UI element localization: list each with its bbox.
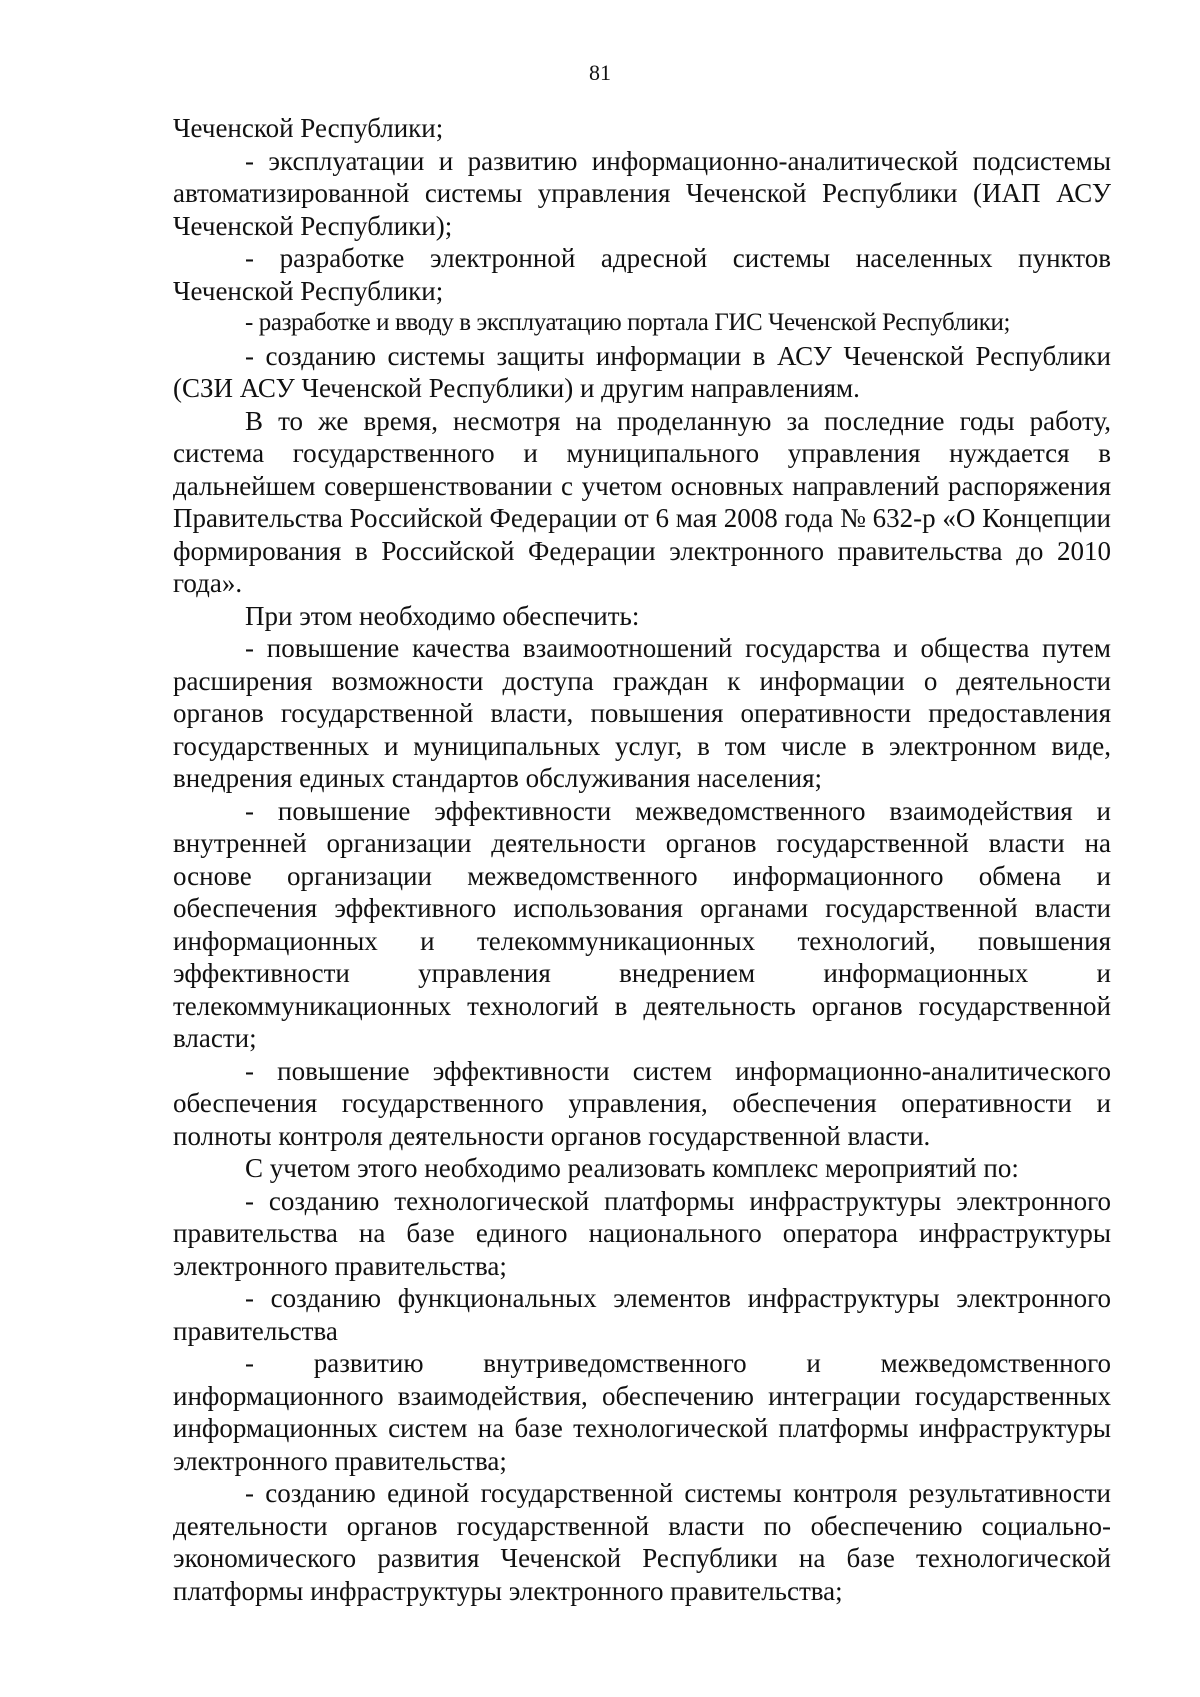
paragraph: - разработке электронной адресной системы населенных пунктов Чеченской Республики; bbox=[173, 243, 1111, 306]
paragraph: Чеченской Республики; bbox=[173, 113, 444, 143]
paragraph: - созданию единой государственной системы контроля результативности деятельности органов государственной власти по обеспечению социально-экономического развития Чеченской Республики на базе технологической платформы инфраструктуры электронного правительства; bbox=[173, 1478, 1111, 1606]
paragraph: - созданию технологической платформы инфраструктуры электронного правительства на базе единого национального оператора инфраструктуры электронного правительства; bbox=[173, 1185, 1111, 1281]
paragraph: - повышение качества взаимоотношений государства и общества путем расширения возможности доступа граждан к информации о деятельности органов государственной власти, повышения оперативности предоставления государственных и муниципальных услуг, в том числе в электронном виде, внедрения единых стандартов обслуживания населения; bbox=[173, 633, 1111, 793]
paragraph: - повышение эффективности систем информационно-аналитического обеспечения государственного управления, обеспечения оперативности и полноты контроля деятельности органов государственной власти. bbox=[173, 1055, 1111, 1151]
paragraph: - повышение эффективности межведомственного взаимодействия и внутренней организации деятельности органов государственной власти на основе организации межведомственного информационного обмена и обеспечения эффективного использования органами государственной власти информационных и телекоммуникационных технологий, повышения эффективности управления внедрением информационных и телекоммуникационных технологий в деятельность органов государственной власти; bbox=[173, 795, 1111, 1053]
paragraph: С учетом этого необходимо реализовать комплекс мероприятий по: bbox=[245, 1153, 1019, 1183]
page-number: 81 bbox=[589, 60, 611, 85]
body-text bbox=[173, 112, 1111, 1607]
paragraph: - созданию системы защиты информации в АСУ Чеченской Республики (СЗИ АСУ Чеченской Республики) и другим направлениям. bbox=[173, 340, 1111, 403]
paragraph: - развитию внутриведомственного и межведомственного информационного взаимодействия, обеспечению интеграции государственных информационных систем на базе технологической платформы инфраструктуры электронного правительства; bbox=[173, 1348, 1111, 1476]
paragraph: - эксплуатации и развитию информационно-аналитической подсистемы автоматизированной системы управления Чеченской Республики (ИАП АСУ Чеченской Республики); bbox=[173, 145, 1111, 241]
paragraph: При этом необходимо обеспечить: bbox=[245, 600, 640, 631]
paragraph: В то же время, несмотря на проделанную за последние годы работу, система государственного и муниципального управления нуждается в дальнейшем совершенствовании с учетом основных направлений распоряжения Правительства Российской Федерации от 6 мая 2008 года № 632-р «О Концепции формирования в Российской Федерации электронного правительства до 2010 года». bbox=[173, 405, 1111, 598]
paragraph: - созданию функциональных элементов инфраструктуры электронного правительства bbox=[173, 1283, 1111, 1346]
paragraph: - разработке и вводу в эксплуатацию портала ГИС Чеченской Республики; bbox=[245, 309, 1011, 336]
